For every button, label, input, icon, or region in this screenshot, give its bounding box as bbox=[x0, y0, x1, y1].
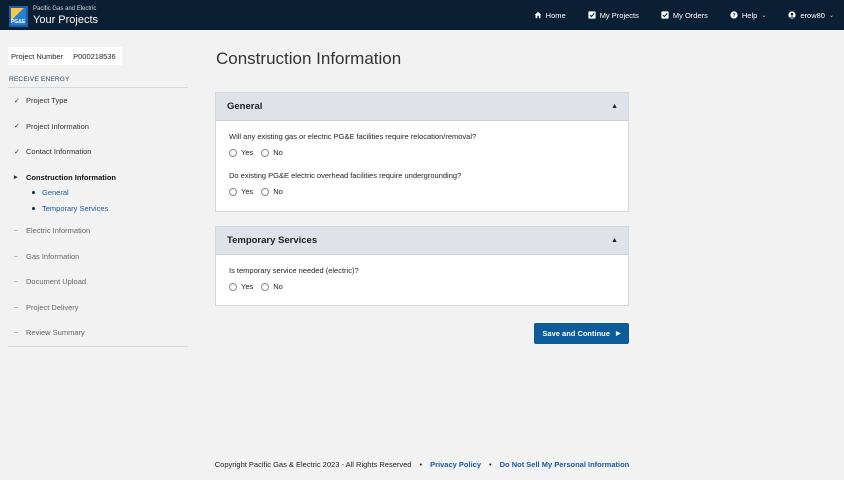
radio-relocation-no[interactable] bbox=[261, 148, 283, 157]
project-number-box bbox=[8, 47, 122, 65]
radio-label: Yes bbox=[241, 148, 254, 157]
substep-label: Temporary Services bbox=[42, 203, 109, 213]
step-label: Contact Information bbox=[26, 147, 92, 157]
radio-label: No bbox=[273, 282, 283, 291]
radio-group-temporary-service bbox=[229, 282, 628, 291]
check-icon: ✓ bbox=[14, 123, 20, 131]
home-icon bbox=[534, 11, 542, 19]
checkbox-icon bbox=[661, 11, 669, 19]
bullet-icon bbox=[32, 207, 35, 210]
substep-list bbox=[8, 184, 188, 216]
radio-group-undergrounding bbox=[229, 187, 628, 196]
radio-temporary-yes[interactable] bbox=[229, 282, 253, 291]
chevron-down-icon: ⌄ bbox=[828, 12, 834, 19]
step-project-type[interactable] bbox=[8, 88, 188, 114]
checkbox-icon bbox=[588, 11, 596, 19]
step-contact-information[interactable] bbox=[8, 139, 188, 165]
nav-my-projects[interactable] bbox=[588, 11, 639, 20]
nav-help[interactable] bbox=[730, 11, 766, 20]
radio-undergrounding-yes[interactable] bbox=[229, 187, 253, 196]
check-icon: ✓ bbox=[14, 97, 20, 105]
dash-icon: – bbox=[14, 303, 18, 311]
step-review-summary[interactable] bbox=[8, 320, 188, 346]
radio-label: No bbox=[273, 148, 283, 157]
pge-logo[interactable] bbox=[9, 6, 28, 27]
step-project-information[interactable] bbox=[8, 114, 188, 140]
page-title: Construction Information bbox=[216, 49, 402, 68]
temporary-services-panel bbox=[215, 226, 629, 306]
radio-circle[interactable] bbox=[229, 283, 237, 291]
step-document-upload[interactable] bbox=[8, 269, 188, 295]
nav-user-label: erow80 bbox=[800, 10, 825, 20]
step-gas-information[interactable] bbox=[8, 244, 188, 270]
nav-help-label: Help bbox=[741, 10, 758, 20]
question-relocation: Will any existing gas or electric PG&E facilities require relocation/removal? bbox=[229, 132, 477, 141]
temporary-services-panel-header[interactable] bbox=[216, 227, 628, 255]
dash-icon: – bbox=[14, 252, 18, 260]
project-number-value: P000218536 bbox=[73, 51, 116, 61]
project-number-label: Project Number bbox=[11, 51, 64, 61]
nav-my-projects-label: My Projects bbox=[599, 10, 639, 20]
dash-icon: – bbox=[14, 278, 18, 286]
divider bbox=[8, 346, 188, 347]
step-label: Project Type bbox=[26, 96, 68, 106]
caret-right-icon: ▸ bbox=[14, 174, 18, 182]
radio-circle[interactable] bbox=[261, 283, 269, 291]
top-navigation-bar bbox=[0, 0, 844, 30]
check-icon: ✓ bbox=[14, 148, 20, 156]
radio-temporary-no[interactable] bbox=[261, 282, 283, 291]
chevron-up-icon[interactable]: ▲ bbox=[611, 237, 618, 244]
chevron-down-icon: ⌄ bbox=[761, 12, 767, 19]
panel-title: Temporary Services bbox=[227, 235, 318, 246]
bullet-icon bbox=[32, 191, 35, 194]
step-electric-information[interactable] bbox=[8, 218, 188, 244]
step-label: Document Upload bbox=[26, 277, 87, 287]
substep-temporary-services[interactable] bbox=[8, 200, 188, 216]
save-and-continue-button[interactable] bbox=[534, 323, 629, 344]
radio-undergrounding-no[interactable] bbox=[261, 187, 283, 196]
radio-label: No bbox=[273, 187, 283, 196]
general-panel bbox=[215, 92, 629, 212]
nav-my-orders-label: My Orders bbox=[672, 10, 708, 20]
dash-icon: – bbox=[14, 329, 18, 337]
copyright-text: Copyright Pacific Gas & Electric 2023 - All Rights Reserved bbox=[214, 460, 412, 469]
user-icon bbox=[788, 11, 796, 19]
substep-general[interactable] bbox=[8, 184, 188, 200]
chevron-up-icon[interactable]: ▲ bbox=[611, 103, 618, 110]
button-label: Save and Continue bbox=[542, 329, 610, 338]
step-label: Electric Information bbox=[26, 226, 91, 236]
step-label: Project Delivery bbox=[26, 302, 79, 312]
footer bbox=[0, 460, 844, 469]
question-undergrounding: Do existing PG&E electric overhead facilities require undergrounding? bbox=[229, 171, 462, 180]
brand-title[interactable]: Your Projects bbox=[33, 14, 99, 26]
nav-home-label: Home bbox=[545, 10, 566, 20]
main-nav bbox=[512, 0, 834, 30]
separator: • bbox=[489, 460, 492, 469]
privacy-policy-link[interactable]: Privacy Policy bbox=[430, 460, 481, 469]
step-label: Review Summary bbox=[26, 328, 85, 338]
nav-user-menu[interactable] bbox=[788, 11, 834, 20]
radio-circle[interactable] bbox=[261, 149, 269, 157]
separator: • bbox=[419, 460, 423, 469]
do-not-sell-link[interactable]: Do Not Sell My Personal Information bbox=[499, 460, 630, 469]
help-icon bbox=[730, 11, 738, 19]
step-label: Gas Information bbox=[26, 251, 80, 261]
caret-right-icon: ▶ bbox=[615, 331, 621, 337]
panel-title: General bbox=[227, 101, 263, 112]
radio-group-relocation bbox=[229, 148, 628, 157]
svg-text:?: ? bbox=[732, 13, 736, 19]
brand-subtitle: Pacific Gas and Electric bbox=[33, 6, 97, 12]
section-label: RECEIVE ENERGY bbox=[9, 76, 70, 83]
radio-label: Yes bbox=[241, 282, 254, 291]
radio-circle[interactable] bbox=[261, 188, 269, 196]
radio-circle[interactable] bbox=[229, 149, 237, 157]
step-project-delivery[interactable] bbox=[8, 295, 188, 321]
step-label: Project Information bbox=[26, 121, 89, 131]
nav-home[interactable] bbox=[534, 11, 566, 20]
general-panel-header[interactable] bbox=[216, 93, 628, 121]
substep-label: General bbox=[42, 187, 69, 197]
logo-text: PG&E bbox=[11, 19, 26, 25]
radio-relocation-yes[interactable] bbox=[229, 148, 253, 157]
step-label: Construction Information bbox=[26, 172, 116, 182]
radio-circle[interactable] bbox=[229, 188, 237, 196]
radio-label: Yes bbox=[241, 187, 254, 196]
progress-sidebar bbox=[8, 47, 188, 347]
nav-my-orders[interactable] bbox=[661, 11, 708, 20]
question-temporary-service: Is temporary service needed (electric)? bbox=[229, 266, 359, 275]
dash-icon: – bbox=[14, 227, 18, 235]
